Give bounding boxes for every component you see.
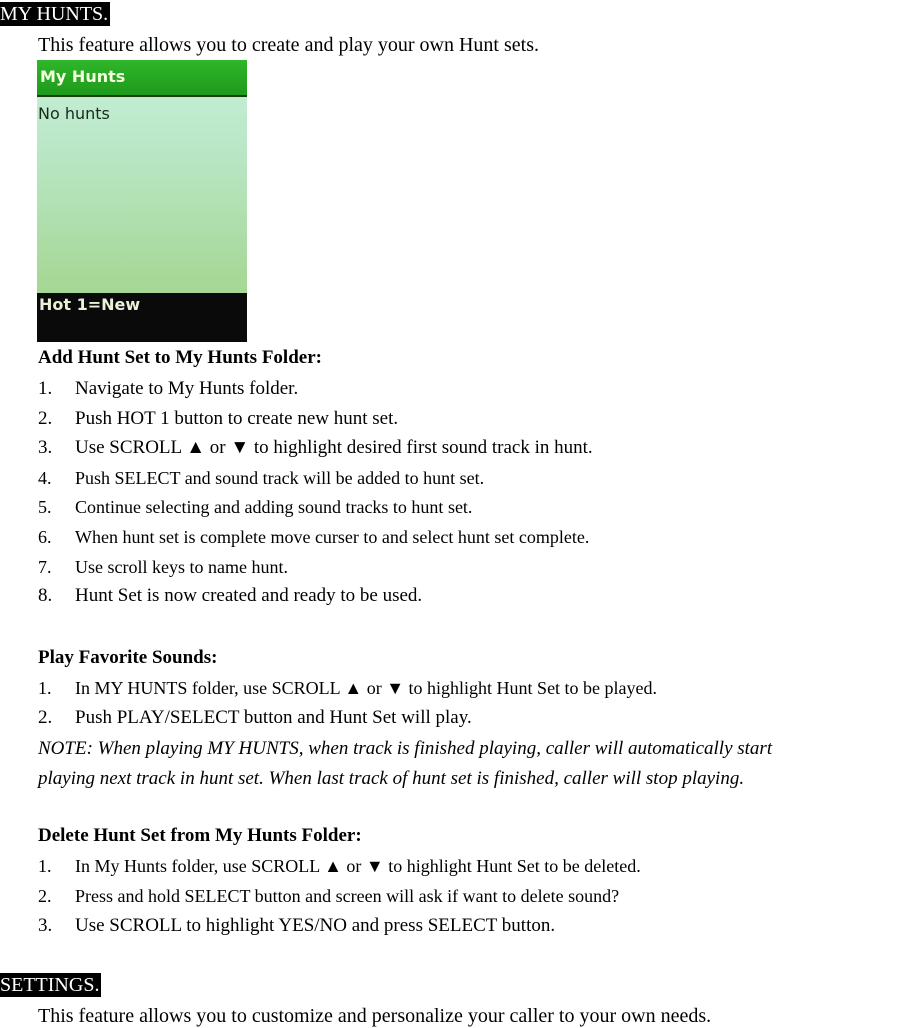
my-hunts-heading: MY HUNTS. — [0, 3, 109, 25]
list-item-text: Hunt Set is now created and ready to be used. — [75, 585, 423, 607]
list-item — [38, 584, 422, 608]
my-hunts-screen-image — [37, 60, 247, 342]
play-favorite-title: Play Favorite Sounds: — [38, 647, 218, 668]
list-item-text: Push HOT 1 button to create new hunt set. — [75, 407, 399, 429]
screen-footer-label: Hot 1=New — [39, 295, 141, 314]
settings-intro: This feature allows you to customize and personalize your caller to your own needs. — [38, 1005, 712, 1027]
list-item — [38, 555, 288, 579]
list-item — [38, 407, 398, 431]
screen-empty-message: No hunts — [38, 104, 110, 123]
add-hunt-set-title: Add Hunt Set to My Hunts Folder: — [38, 347, 322, 368]
play-note-line-1: NOTE: When playing MY HUNTS, when track is finished playing, caller will automatically start — [38, 738, 773, 759]
list-item — [38, 914, 555, 938]
list-item — [38, 676, 657, 700]
list-item — [38, 377, 298, 401]
list-item-text: Navigate to My Hunts folder. — [75, 378, 299, 399]
list-item-number: 4. — [38, 467, 52, 488]
list-item-number: 3. — [38, 437, 53, 459]
screen-title-bar — [37, 60, 247, 97]
list-item-text: Use SCROLL to highlight YES/NO and press SELECT button. — [75, 915, 556, 936]
list-item-number: 5. — [38, 497, 52, 518]
list-item-text: When hunt set is complete move curser to and select hunt set complete. — [75, 527, 590, 547]
list-item — [38, 706, 472, 730]
list-item-number: 2. — [38, 707, 53, 728]
list-item-number: 2. — [38, 886, 52, 906]
list-item-number: 6. — [38, 527, 52, 547]
list-item — [38, 466, 484, 490]
list-item-text: Push SELECT and sound track will be added to hunt set. — [75, 467, 485, 488]
screen-footer-bar — [37, 293, 247, 342]
list-item-text: Use SCROLL ▲ or ▼ to highlight desired first sound track in hunt. — [75, 437, 593, 459]
list-item — [38, 854, 641, 878]
list-item-text: Press and hold SELECT button and screen will ask if want to delete sound? — [75, 886, 620, 906]
screen-title: My Hunts — [40, 67, 126, 86]
list-item-text: Continue selecting and adding sound tracks to hunt set. — [75, 497, 473, 518]
list-item — [38, 495, 472, 519]
list-item-text: In My Hunts folder, use SCROLL ▲ or ▼ to highlight Hunt Set to be deleted. — [75, 856, 641, 876]
list-item-number: 7. — [38, 556, 52, 577]
my-hunts-intro: This feature allows you to create and play your own Hunt sets. — [38, 34, 539, 56]
list-item — [38, 436, 593, 460]
list-item-number: 3. — [38, 915, 53, 936]
delete-hunt-set-title: Delete Hunt Set from My Hunts Folder: — [38, 825, 362, 846]
settings-heading: SETTINGS. — [0, 974, 100, 996]
list-item-text: Use scroll keys to name hunt. — [75, 556, 288, 577]
list-item-number: 2. — [38, 407, 53, 429]
list-item — [38, 884, 619, 908]
list-item-number: 1. — [38, 378, 53, 399]
list-item-number: 1. — [38, 856, 52, 876]
list-item — [38, 525, 589, 549]
list-item-text: In MY HUNTS folder, use SCROLL ▲ or ▼ to highlight Hunt Set to be played. — [75, 678, 658, 698]
play-note-line-2: playing next track in hunt set. When last track of hunt set is finished, caller will stop playing. — [38, 768, 745, 789]
list-item-text: Push PLAY/SELECT button and Hunt Set will play. — [75, 707, 472, 728]
list-item-number: 8. — [38, 585, 53, 607]
list-item-number: 1. — [38, 678, 52, 698]
